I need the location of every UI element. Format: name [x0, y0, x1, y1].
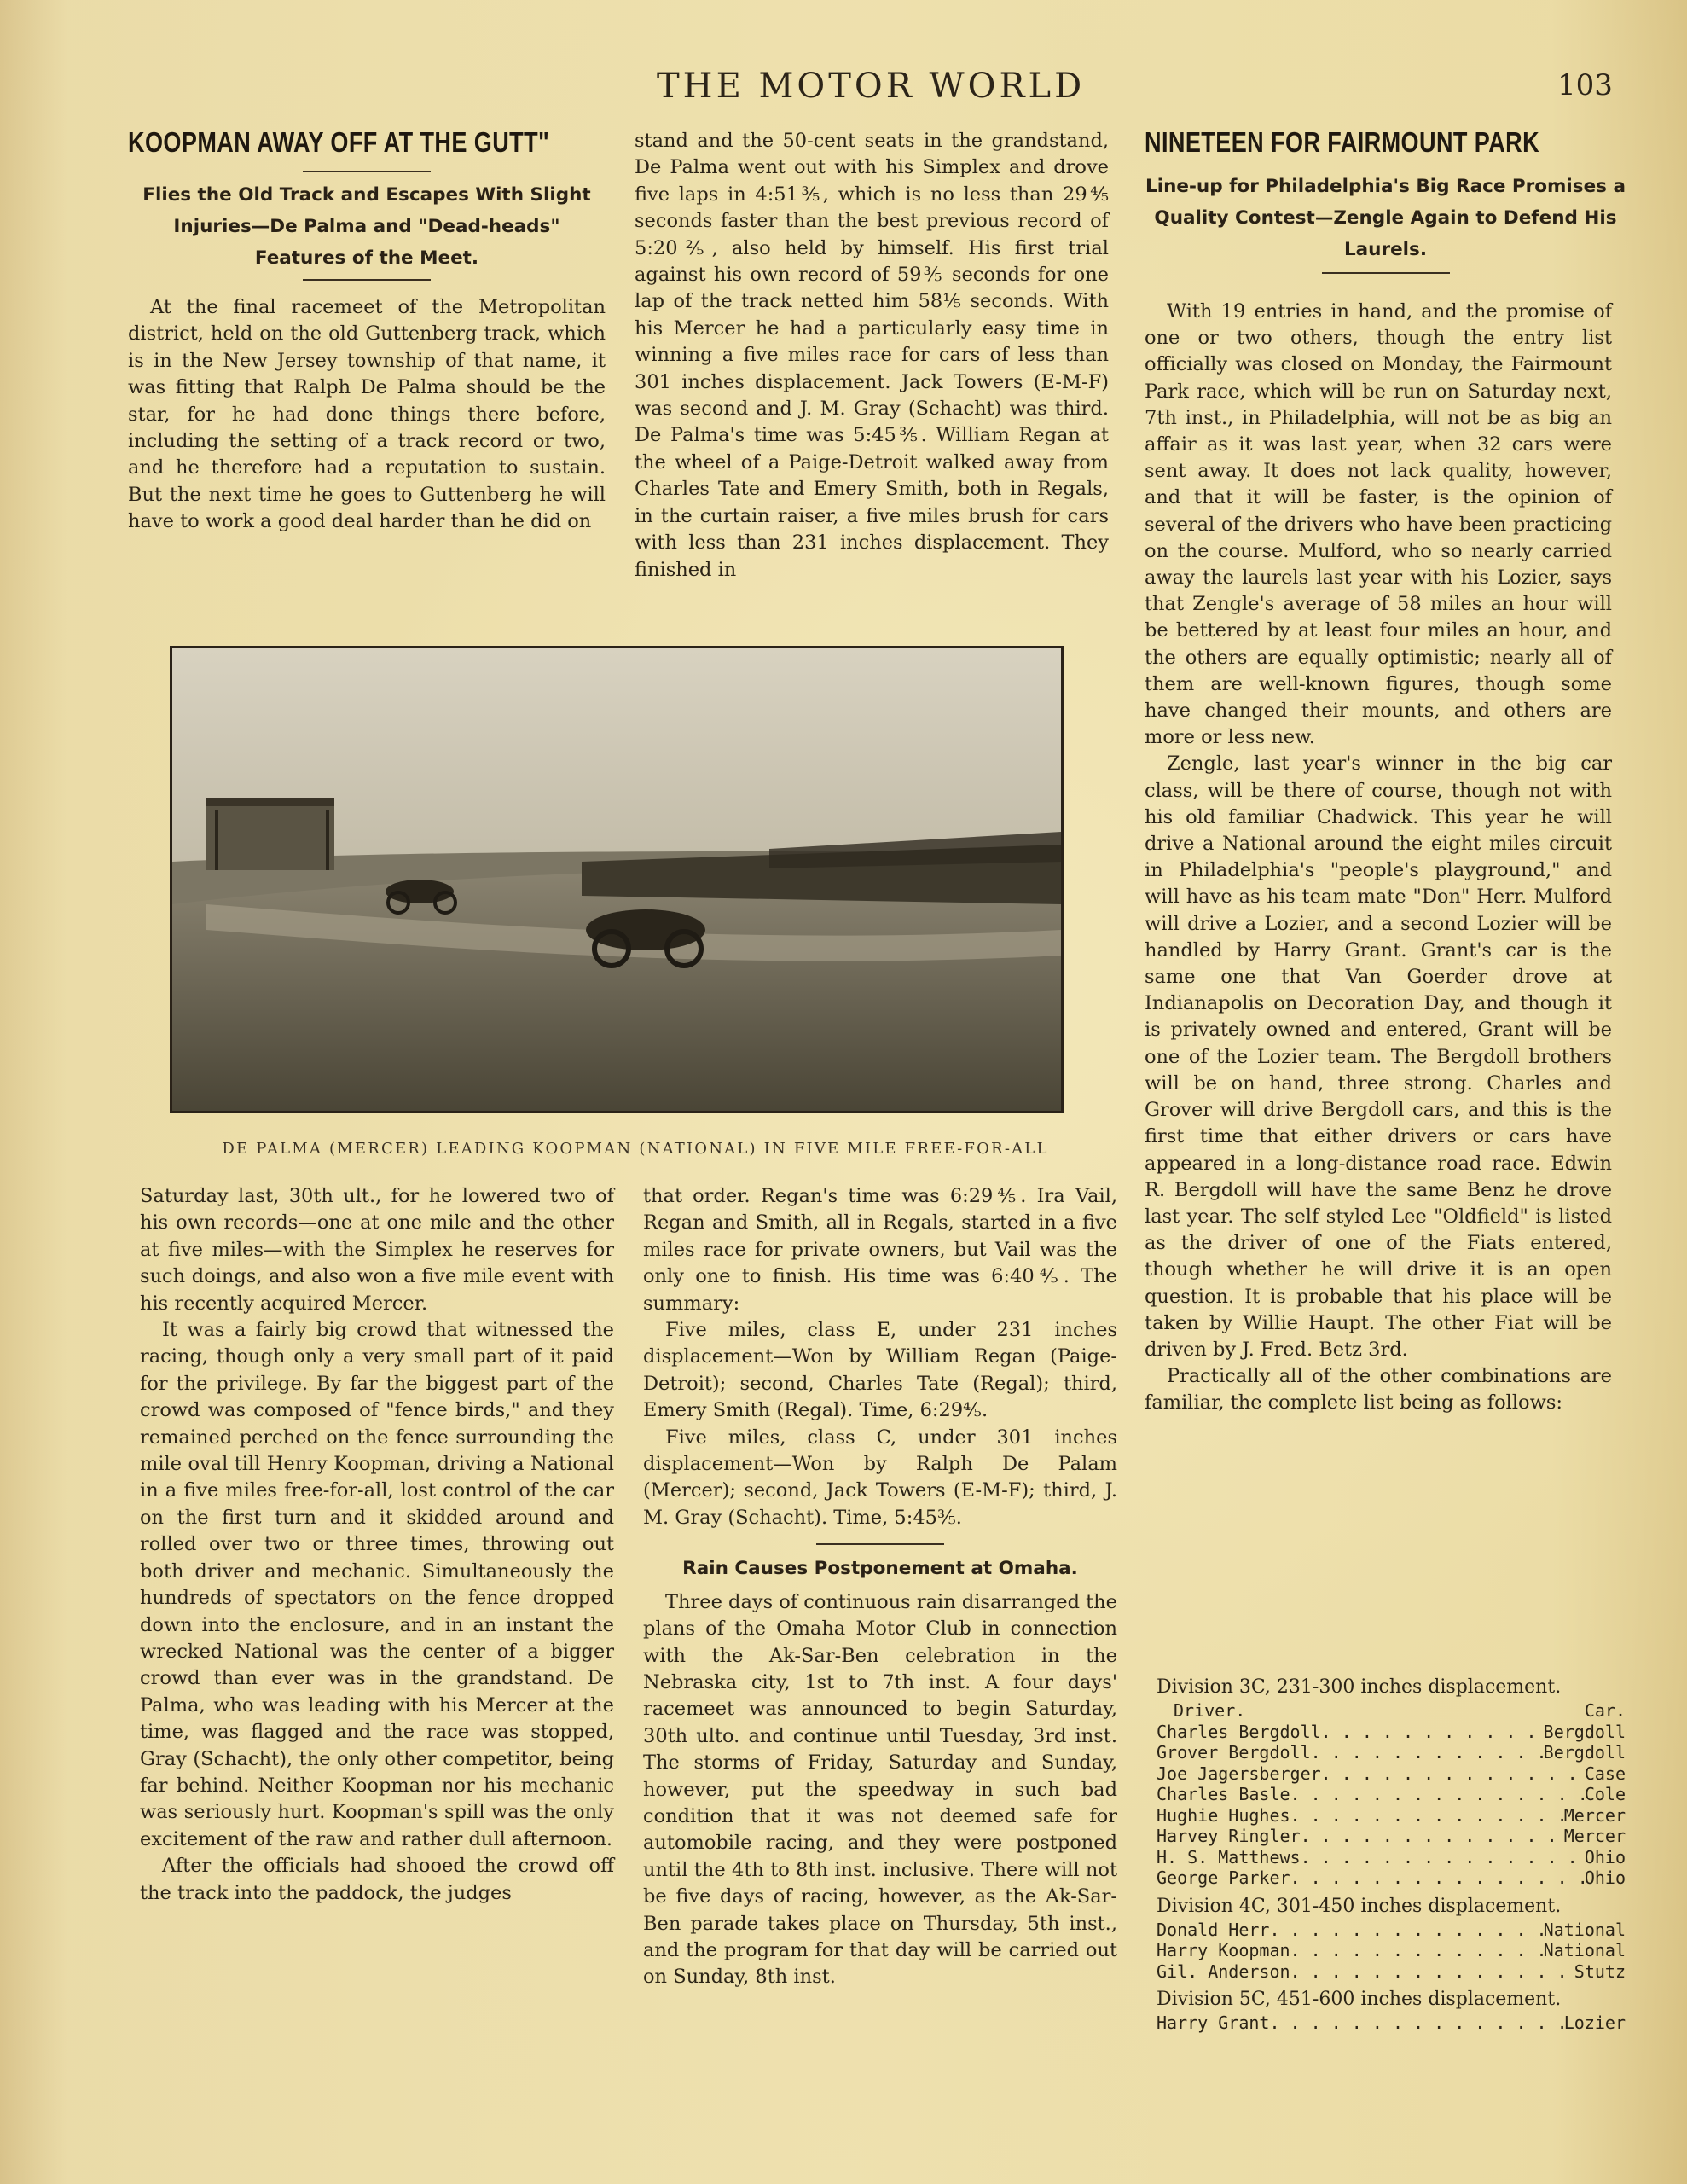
paragraph: Five miles, class E, under 231 inches displacement—Won by William Regan (Paige-Detroit); second, Charles Tate (Regal); third, Emery Smith (Regal). Time, 6:29⅘.	[643, 1319, 1117, 1422]
division-heading: Division 4C, 301-450 inches displacement.	[1157, 1895, 1562, 1917]
entry-list	[1157, 1670, 1626, 2034]
car-name: Mercer	[1563, 1804, 1626, 1826]
driver-name: Joe Jagersberger	[1157, 1763, 1321, 1784]
paragraph: Zengle, last year's winner in the big car class, will be there of course, though not with his old familiar Chadwick. This year he will drive a National around the eight miles circuit in Philadelphia's "people's playground," and will have as his team mate "Don" Herr. Mulford will drive a Lozier, and a second Lozier will be handled by Harry Grant. Grant's car is the same one that Van Goerder drove at Indianapolis on Decoration Day, and though it is privately owned and entered, Grant will be one of the Lozier team. The Bergdoll brothers will be on hand, three strong. Charles and Grover will drive Bergdoll cars, and this is the first time that either drivers or cars have appeared in a long-distance road race. Edwin R. Bergdoll will have the same Benz he drove last year. The self styled Lee "Oldfield" is listed as the driver of one of the Fiats entered, though whether he will drive it is an open question. It is probable that his place will be taken by Willie Haupt. The other Fiat will be driven by J. Fred. Betz 3rd.	[1145, 752, 1612, 1361]
division-3c-table	[1157, 1700, 1626, 1889]
driver-name: Charles Basle	[1157, 1784, 1290, 1804]
paragraph: Five miles, class C, under 301 inches displacement—Won by Ralph De Palam (Mercer); second, Jack Towers (E-M-F); third, J. M. Gray (Schacht). Time, 5:45⅗.	[643, 1426, 1117, 1529]
driver-name: Donald Herr	[1157, 1919, 1270, 1940]
divider	[816, 1543, 944, 1545]
article-1-column-2-bottom	[643, 1183, 1117, 1991]
article-1-column-1-top	[128, 294, 606, 536]
driver-name: Gil. Anderson	[1157, 1960, 1290, 1982]
table-row	[1157, 1763, 1626, 1785]
paragraph: Practically all of the other combinations are familiar, the complete list being as follows:	[1145, 1365, 1612, 1414]
driver-name: Charles Bergdoll	[1157, 1721, 1321, 1742]
car-name: National	[1543, 1940, 1626, 1960]
car-name: Lozier	[1563, 2013, 1626, 2033]
article-2-subhead: Rain Causes Postponement at Omaha.	[682, 1558, 1078, 1580]
car-name: National	[1543, 1919, 1626, 1940]
driver-name: Harvey Ringler	[1157, 1826, 1301, 1846]
article-1-deck: Flies the Old Track and Escapes With Slight Injuries—De Palma and "Dead-heads" Features of the Meet.	[142, 184, 591, 269]
driver-name: Hughie Hughes	[1157, 1804, 1290, 1826]
paragraph: At the final racemeet of the Metropolitan district, held on the old Guttenberg track, which is in the New Jersey township of that name, it was fitting that Ralph De Palma should be the star, for he had done things there before, including the setting of a track record or two, and he therefore had a reputation to sustain. But the next time he goes to Guttenberg he will have to work a good deal harder than he did on	[128, 296, 606, 533]
divider	[303, 171, 431, 172]
division-heading: Division 3C, 231-300 inches displacement.	[1157, 1676, 1562, 1698]
car-name: Ohio	[1584, 1846, 1626, 1867]
driver-name: Harry Grant	[1157, 2013, 1270, 2033]
division-4c-table	[1157, 1920, 1626, 1983]
driver-name: Harry Koopman	[1157, 1940, 1290, 1960]
paragraph: After the officials had shooed the crowd off the track into the paddock, the judges	[140, 1855, 614, 1904]
article-1-head	[128, 126, 606, 281]
article-3-deck: Line-up for Philadelphia's Big Race Promises a Quality Contest—Zengle Again to Defend His Laurels.	[1145, 176, 1626, 260]
running-head: THE MOTOR WORLD	[657, 67, 1086, 106]
race-photo	[170, 646, 1064, 1113]
table-row	[1157, 1722, 1626, 1743]
table-row	[1157, 1847, 1626, 1868]
table-row	[1157, 1940, 1626, 1961]
photo-caption: DE PALMA (MERCER) LEADING KOOPMAN (NATIONAL) IN FIVE MILE FREE-FOR-ALL	[222, 1140, 1049, 1158]
car-name: Mercer	[1563, 1826, 1626, 1846]
car-name: Cole	[1584, 1784, 1626, 1804]
page-number: 103	[1557, 68, 1613, 102]
car-column-header: Car.	[1584, 1700, 1626, 1721]
paragraph: With 19 entries in hand, and the promise of one or two others, though the entry list officially was closed on Monday, the Fairmount Park race, which will be run on Saturday next, 7th inst., in Philadelphia, will not be as big an affair as it was last year, when 32 cars were sent away. It does not lack quality, however, and that it will be faster, is the opinion of several of the drivers who have been practicing on the course. Mulford, who so nearly carried away the laurels last year with his Lozier, says that Zengle's average of 58 miles an hour will be bettered by at least four miles an hour, and the others are equally optimistic; nearly all of them are well-known figures, though some have changed their mounts, and others are more or less new.	[1145, 300, 1612, 749]
table-row	[1157, 1920, 1626, 1941]
car-name: Stutz	[1574, 1960, 1626, 1982]
car-name: Case	[1584, 1763, 1626, 1784]
car-name: Bergdoll	[1543, 1742, 1626, 1763]
table-row	[1157, 1742, 1626, 1763]
car-name: Bergdoll	[1543, 1721, 1626, 1742]
car-name: Ohio	[1584, 1867, 1626, 1888]
table-row	[1157, 1826, 1626, 1847]
table-row	[1157, 1961, 1626, 1983]
division-heading: Division 5C, 451-600 inches displacement.	[1157, 1989, 1562, 2010]
paragraph: stand and the 50-cent seats in the grandstand, De Palma went out with his Simplex and drove five laps in 4:51⅗, which is no less than 29⅘ seconds faster than the best previous record of 5:20⅖, also held by himself. His first trial against his own record of 59⅗ seconds for one lap of the track netted him 58⅕ seconds. With his Mercer he had a particularly easy time in winning a five miles race for cars of less than 301 inches displacement. Jack Towers (E-M-F) was second and J. M. Gray (Schacht) was third. De Palma's time was 5:45⅗. William Regan at the wheel of a Paige-Detroit walked away from Charles Tate and Emery Smith, both in Regals, in the curtain raiser, a five miles brush for cars with less than 231 inches displacement. They finished in	[635, 130, 1109, 581]
table-header	[1157, 1700, 1626, 1722]
divider	[1322, 272, 1450, 274]
driver-name: H. S. Matthews	[1157, 1846, 1301, 1867]
paragraph: Saturday last, 30th ult., for he lowered two of his own records—one at one mile and the other at five miles—with the Simplex he reserves for such doings, and also won a five mile event with his recently acquired Mercer.	[140, 1185, 614, 1315]
race-photo-image	[172, 648, 1061, 1111]
article-1-column-1-bottom	[140, 1183, 614, 1907]
paragraph: Three days of continuous rain disarranged the plans of the Omaha Motor Club in connection with the Ak-Sar-Ben celebration in the Nebraska city, 1st to 7th inst. A four days' racemeet was announced to begin Saturday, 30th ulto. and continue until Tuesday, 3rd inst. The storms of Friday, Saturday and Sunday, however, put the speedway in such bad condition that it was not deemed safe for automobile racing, and they were postponed until the 4th to 8th inst. inclusive. There will not be five days of racing, however, as the Ak-Sar-Ben parade takes place on Thursday, 5th inst., and the program for that day will be carried out on Sunday, 8th inst.	[643, 1590, 1117, 1989]
driver-column-header: Driver.	[1174, 1700, 1246, 1721]
paragraph: It was a fairly big crowd that witnessed the racing, though only a very small part of it paid for the privilege. By far the biggest part of the crowd was composed of "fence birds," and they remained perched on the fence surrounding the mile oval till Henry Koopman, driving a National in a five miles free-for-all, lost control of the car on the first turn and it skidded around and rolled over two or three times, throwing out both driver and mechanic. Simultaneously the hundreds of spectators on the fence dropped down into the enclosure, and in an instant the wrecked National was the center of a bigger crowd than ever was in the grandstand. De Palma, who was leading with his Mercer at the time, was flagged and the race was stopped, Gray (Schacht), the only other competitor, being far behind. Neither Koopman nor his mechanic was seriously hurt. Koopman's spill was the only excitement of the raw and rather dull afternoon.	[140, 1319, 614, 1850]
divider	[303, 279, 431, 281]
article-3-body	[1145, 299, 1612, 1417]
article-3-head	[1145, 126, 1626, 274]
page-header	[0, 67, 1687, 118]
driver-name: Grover Bergdoll	[1157, 1742, 1311, 1763]
division-5c-table	[1157, 2013, 1626, 2034]
driver-name: George Parker	[1157, 1867, 1290, 1888]
article-1-headline: KOOPMAN AWAY OFF AT THE GUTT"	[128, 126, 550, 158]
table-row	[1157, 1805, 1626, 1827]
table-row	[1157, 1784, 1626, 1805]
paragraph: that order. Regan's time was 6:29⅘. Ira Vail, Regan and Smith, all in Regals, started in a five miles race for private owners, but Vail was the only one to finish. His time was 6:40⅘. The summary:	[643, 1185, 1117, 1315]
article-3-headline: NINETEEN FOR FAIRMOUNT PARK	[1145, 126, 1540, 158]
article-1-column-2-top	[635, 128, 1109, 584]
table-row	[1157, 1867, 1626, 1889]
table-row	[1157, 2013, 1626, 2034]
